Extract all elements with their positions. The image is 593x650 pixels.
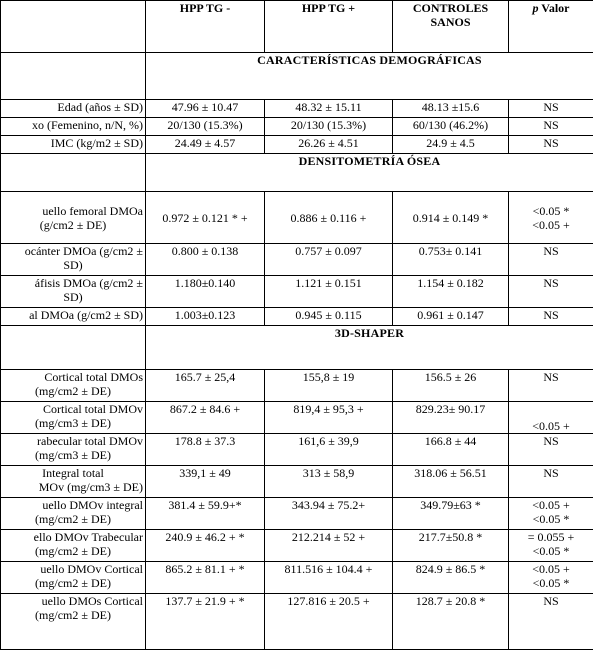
section-title-3d-shaper: 3D-SHAPER: [146, 326, 593, 370]
row-label: [1, 192, 146, 244]
row-label-line1: Integral total: [42, 466, 104, 480]
header-p-italic: p: [532, 1, 539, 15]
value-p-line2: <0.05 *: [532, 544, 570, 558]
value-hpp-minus: 339,1 ± 49: [146, 466, 265, 498]
value-p: NS: [509, 594, 593, 650]
row-label-line1: uello DMOs Cortical: [41, 594, 143, 608]
value-hpp-minus: 1.180±0.140: [146, 276, 265, 308]
row-label-line2: (g/cm2 ± DE): [39, 217, 107, 232]
table-row: [1, 498, 593, 530]
row-label: [1, 498, 146, 530]
value-controles: 217.7±50.8 *: [393, 530, 509, 562]
value-p: [509, 530, 593, 562]
value-controles: 349.79±63 *: [393, 498, 509, 530]
table-row: [1, 308, 593, 326]
value-p: NS: [509, 308, 593, 326]
value-p: [509, 498, 593, 530]
row-label-line2: (mg/cm2 ± DE): [35, 608, 111, 622]
row-label: [1, 370, 146, 402]
value-hpp-plus: 155,8 ± 19: [265, 370, 393, 402]
row-label: IMC (kg/m2 ± SD): [1, 136, 146, 154]
value-hpp-plus: 0.757 ± 0.097: [265, 244, 393, 276]
value-controles: 128.7 ± 20.8 *: [393, 594, 509, 650]
value-controles: 0.961 ± 0.147: [393, 308, 509, 326]
value-controles: 829.23± 90.17: [393, 402, 509, 434]
header-p-valor: [509, 1, 593, 53]
table-row: [1, 136, 593, 154]
row-label-line1: Cortical total DMOv: [43, 402, 143, 416]
row-label-line1: áfisis DMOa (g/cm2 ±: [34, 276, 143, 290]
value-hpp-plus: 1.121 ± 0.151: [265, 276, 393, 308]
value-hpp-minus: 165.7 ± 25,4: [146, 370, 265, 402]
value-hpp-minus: 0.972 ± 0.121 * +: [146, 192, 265, 244]
value-hpp-plus: 26.26 ± 4.51: [265, 136, 393, 154]
header-controles-line2: SANOS: [430, 15, 471, 29]
table-row: [1, 594, 593, 650]
value-controles: 0.914 ± 0.149 *: [393, 192, 509, 244]
table-row: [1, 466, 593, 498]
value-p: [509, 192, 593, 244]
header-hpp-tg-minus: HPP TG -: [146, 1, 265, 53]
value-hpp-plus: 127.816 ± 20.5 +: [265, 594, 393, 650]
value-controles: 0.753± 0.141: [393, 244, 509, 276]
value-p: NS: [509, 244, 593, 276]
value-p: NS: [509, 136, 593, 154]
row-label: [1, 530, 146, 562]
value-hpp-minus: 47.96 ± 10.47: [146, 100, 265, 118]
value-controles: 1.154 ± 0.182: [393, 276, 509, 308]
value-p-line2: <0.05 +: [532, 217, 570, 232]
table-row: [1, 562, 593, 594]
table-row: [1, 370, 593, 402]
value-p: NS: [509, 100, 593, 118]
row-label-line2: (mg/cm3 ± DE): [35, 448, 111, 462]
section-title-demographics: CARACTERÍSTICAS DEMOGRÁFICAS: [146, 53, 593, 100]
row-label: [1, 466, 146, 498]
section-title-densitometry: DENSITOMETRÍA ÓSEA: [146, 154, 593, 192]
row-label-line1: Cortical total DMOs: [44, 370, 143, 384]
row-label-line2: SD): [63, 258, 83, 272]
value-hpp-plus: 212.214 ± 52 +: [265, 530, 393, 562]
value-controles: 24.9 ± 4.5: [393, 136, 509, 154]
row-label-line1: ocánter DMOa (g/cm2 ±: [24, 244, 143, 258]
row-label-line1: uello DMOv integral: [42, 498, 143, 512]
value-hpp-plus: 48.32 ± 15.11: [265, 100, 393, 118]
table-row: [1, 402, 593, 434]
table-row: [1, 100, 593, 118]
section-row-3d-shaper: [1, 326, 593, 370]
value-p: NS: [509, 118, 593, 136]
value-controles: 156.5 ± 26: [393, 370, 509, 402]
table-row: [1, 434, 593, 466]
value-hpp-plus: 313 ± 58,9: [265, 466, 393, 498]
header-row: [1, 1, 593, 53]
value-p-line1: <0.05 +: [532, 498, 570, 512]
value-hpp-minus: 137.7 ± 21.9 + *: [146, 594, 265, 650]
table-row: [1, 192, 593, 244]
row-label-line2: (mg/cm2 ± DE): [35, 512, 111, 526]
row-label: [1, 594, 146, 650]
value-controles: 60/130 (46.2%): [393, 118, 509, 136]
value-hpp-minus: 865.2 ± 81.1 + *: [146, 562, 265, 594]
value-hpp-plus: 343.94 ± 75.2+: [265, 498, 393, 530]
value-p-line1: = 0.055 +: [527, 530, 575, 544]
value-hpp-plus: 0.945 ± 0.115: [265, 308, 393, 326]
value-p: NS: [509, 434, 593, 466]
row-label: [1, 244, 146, 276]
table-row: [1, 530, 593, 562]
value-p: NS: [509, 370, 593, 402]
value-p: <0.05 +: [509, 402, 593, 434]
value-hpp-plus: 20/130 (15.3%): [265, 118, 393, 136]
row-label: Edad (años ± SD): [1, 100, 146, 118]
section-row-demographics: [1, 53, 593, 100]
row-label: xo (Femenino, n/N, %): [1, 118, 146, 136]
row-label: [1, 276, 146, 308]
section-empty-cell: [1, 154, 146, 192]
value-hpp-minus: 178.8 ± 37.3: [146, 434, 265, 466]
row-label-line1: uello femoral DMOa: [42, 203, 143, 218]
value-p: NS: [509, 466, 593, 498]
row-label-line2: SD): [63, 290, 83, 304]
row-label: al DMOa (g/cm2 ± SD): [1, 308, 146, 326]
row-label: [1, 562, 146, 594]
row-label-line1: uello DMOv Cortical: [40, 562, 143, 576]
value-controles: 166.8 ± 44: [393, 434, 509, 466]
section-row-densitometry: [1, 154, 593, 192]
value-controles: 48.13 ±15.6: [393, 100, 509, 118]
table-row: [1, 276, 593, 308]
header-valor-text: Valor: [541, 1, 570, 15]
value-p-line1: <0.05 *: [532, 203, 570, 218]
value-hpp-minus: 24.49 ± 4.57: [146, 136, 265, 154]
value-hpp-minus: 1.003±0.123: [146, 308, 265, 326]
row-label: [1, 434, 146, 466]
row-label-line2: (mg/cm2 ± DE): [35, 576, 111, 590]
table-row: [1, 244, 593, 276]
row-label-line1: ello DMOv Trabecular: [33, 530, 143, 544]
value-hpp-minus: 0.800 ± 0.138: [146, 244, 265, 276]
value-controles: 318.06 ± 56.51: [393, 466, 509, 498]
value-hpp-plus: 819,4 ± 95,3 +: [265, 402, 393, 434]
header-hpp-tg-plus: HPP TG +: [265, 1, 393, 53]
section-empty-cell: [1, 53, 146, 100]
section-empty-cell: [1, 326, 146, 370]
value-p: [509, 562, 593, 594]
value-p-line2: <0.05 *: [532, 512, 570, 526]
header-controles-sanos: [393, 1, 509, 53]
value-controles: 824.9 ± 86.5 *: [393, 562, 509, 594]
row-label-line2: (mg/cm2 ± DE): [35, 544, 111, 558]
row-label-line2: (mg/cm3 ± DE): [35, 416, 111, 430]
value-hpp-plus: 811.516 ± 104.4 +: [265, 562, 393, 594]
value-p: NS: [509, 276, 593, 308]
row-label-line2: (mg/cm2 ± DE): [35, 384, 111, 398]
value-p-line1: <0.05 +: [532, 562, 570, 576]
table-row: [1, 118, 593, 136]
row-label-line1: rabecular total DMOv: [37, 434, 143, 448]
value-hpp-minus: 867.2 ± 84.6 +: [146, 402, 265, 434]
value-hpp-plus: 0.886 ± 0.116 +: [265, 192, 393, 244]
row-label: [1, 402, 146, 434]
value-hpp-minus: 381.4 ± 59.9+*: [146, 498, 265, 530]
row-label-line2: MOv (mg/cm3 ± DE): [38, 480, 143, 494]
value-hpp-plus: 161,6 ± 39,9: [265, 434, 393, 466]
value-hpp-minus: 240.9 ± 46.2 + *: [146, 530, 265, 562]
header-controles-line1: CONTROLES: [412, 1, 489, 15]
header-empty-cell: [1, 1, 146, 53]
value-hpp-minus: 20/130 (15.3%): [146, 118, 265, 136]
value-p-line2: <0.05 *: [532, 576, 570, 590]
